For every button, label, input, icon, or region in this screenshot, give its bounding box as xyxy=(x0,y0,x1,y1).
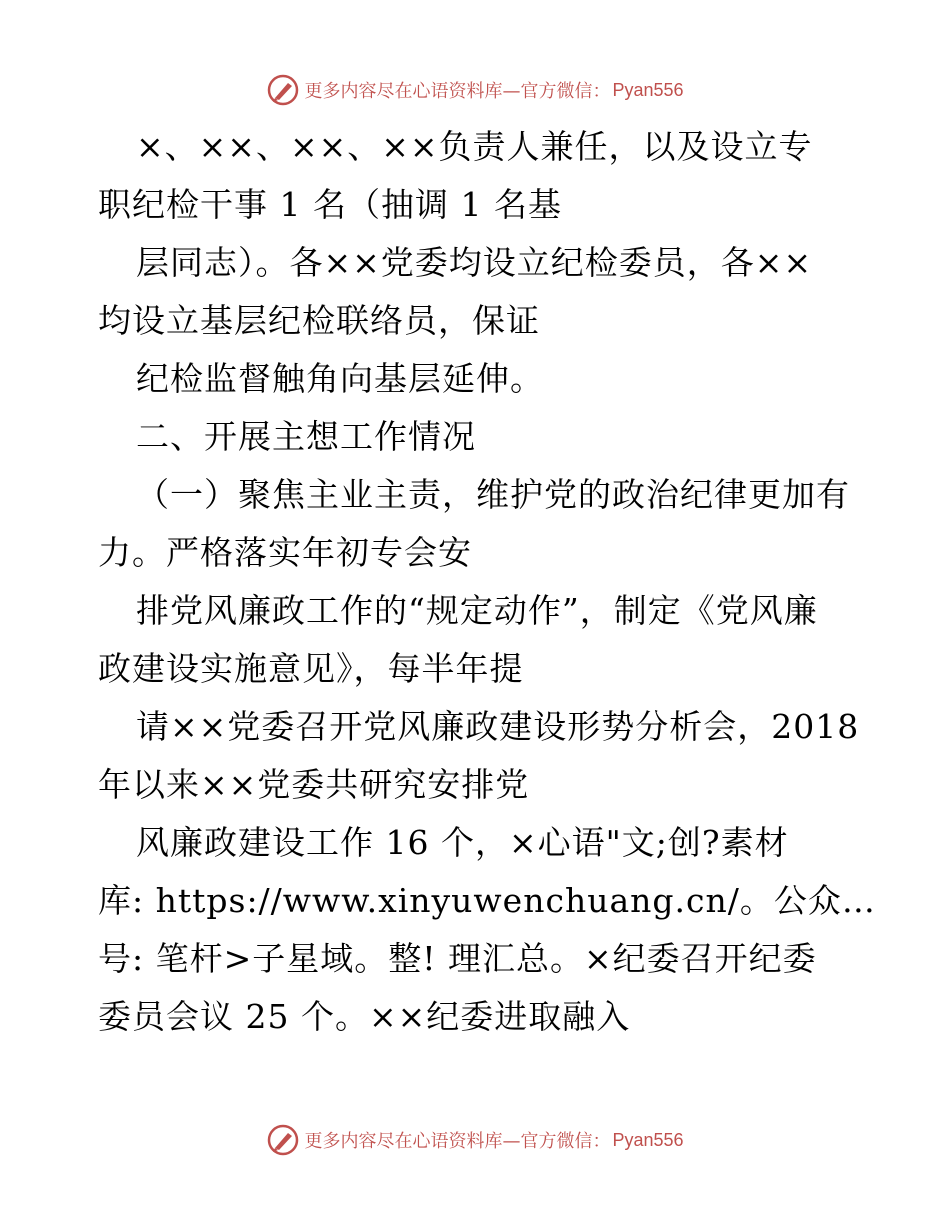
watermark-footer xyxy=(0,1120,950,1160)
watermark-wechat-id: Pyan556 xyxy=(612,79,684,100)
text-line: 政建设实施意见》，每半年提 xyxy=(98,649,524,688)
subsection-heading: （一）聚焦主业主责，维护党的政治纪律更加有 xyxy=(136,475,850,514)
text-line: 年以来××党委共研究安排党 xyxy=(98,765,530,804)
text-line: 纪检监督触角向基层延伸。 xyxy=(136,359,544,398)
text-line: 排党风廉政工作的“规定动作”，制定《党风廉 xyxy=(136,591,818,630)
text-line: 号: 笔杆>子星域。整! 理汇总。×纪委召开纪委 xyxy=(98,939,817,978)
watermark-text: 更多内容尽在心语资料库—官方微信： xyxy=(304,81,611,102)
watermark-text: 更多内容尽在心语资料库—官方微信： xyxy=(304,1131,611,1152)
pen-logo-icon xyxy=(266,1123,300,1157)
watermark-wechat-id: Pyan556 xyxy=(612,1129,684,1150)
text-line: 层同志）。各××党委均设立纪检委员，各×× xyxy=(136,243,813,282)
text-line: 均设立基层纪检联络员，保证 xyxy=(98,301,540,340)
watermark-header xyxy=(0,70,950,110)
section-heading: 二、开展主想工作情况 xyxy=(136,417,476,456)
text-line: 力。严格落实年初专会安 xyxy=(98,533,472,572)
pen-logo-icon xyxy=(266,73,300,107)
text-line: 库: https://www.xinyuwenchuang.cn/。公众… xyxy=(98,881,876,920)
text-line: 职纪检干事 1 名（抽调 1 名基 xyxy=(98,185,562,224)
text-line: 委员会议 25 个。××纪委进取融入 xyxy=(98,997,631,1036)
document-body xyxy=(98,118,876,1046)
text-line: 风廉政建设工作 16 个，×心语"文;创?素材 xyxy=(136,823,789,862)
text-line: 请××党委召开党风廉政建设形势分析会，2018 xyxy=(136,707,860,746)
text-line: ×、××、××、××负责人兼任，以及设立专 xyxy=(136,127,813,166)
